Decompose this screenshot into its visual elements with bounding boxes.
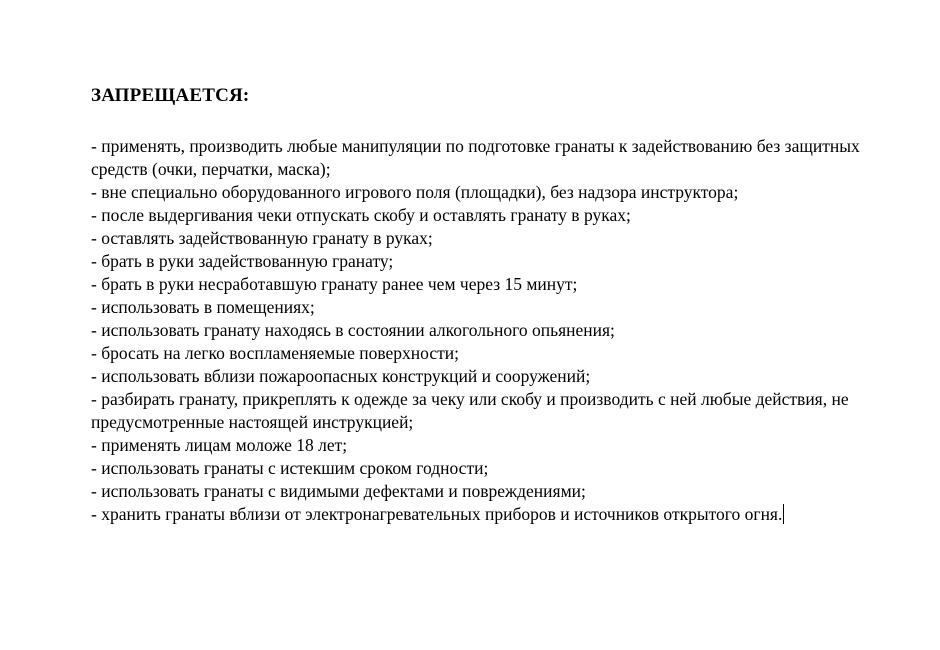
prohibition-item-1: - применять, производить любые манипуляции по подготовке гранаты к задействованию без защитных средств (очки, перчатки, маска); <box>91 136 860 179</box>
document-heading: ЗАПРЕЩАЕТСЯ: <box>91 85 250 106</box>
prohibition-item-13: - использовать гранаты с истекшим сроком годности; <box>91 458 489 478</box>
prohibition-item-2: - вне специально оборудованного игрового поля (площадки), без надзора инструктора; <box>91 182 739 202</box>
document-body[interactable] <box>91 84 861 526</box>
prohibition-item-6: - брать в руки несработавшую гранату ранее чем через 15 минут; <box>91 274 578 294</box>
prohibition-item-15 <box>91 503 861 526</box>
prohibition-item-12: - применять лицам моложе 18 лет; <box>91 435 348 455</box>
prohibition-item-4: - оставлять задействованную гранату в руках; <box>91 228 433 248</box>
text-cursor <box>783 504 784 524</box>
prohibition-item-11: - разбирать гранату, прикреплять к одежде за чеку или скобу и производить с ней любые действия, не предусмотренные настоящей инструкцией; <box>91 389 849 432</box>
prohibition-item-7: - использовать в помещениях; <box>91 297 315 317</box>
prohibition-item-9: - бросать на легко воспламеняемые поверхности; <box>91 343 459 363</box>
prohibitions-list <box>91 135 861 526</box>
prohibition-item-15-text: - хранить гранаты вблизи от электронагревательных приборов и источников открытого огня. <box>91 504 783 524</box>
prohibition-item-5: - брать в руки задействованную гранату; <box>91 251 394 271</box>
prohibition-item-3: - после выдергивания чеки отпускать скобу и оставлять гранату в руках; <box>91 205 631 225</box>
prohibition-item-8: - использовать гранату находясь в состоянии алкогольного опьянения; <box>91 320 615 340</box>
prohibition-item-10: - использовать вблизи пожароопасных конструкций и сооружений; <box>91 366 591 386</box>
prohibition-item-14: - использовать гранаты с видимыми дефектами и повреждениями; <box>91 481 586 501</box>
